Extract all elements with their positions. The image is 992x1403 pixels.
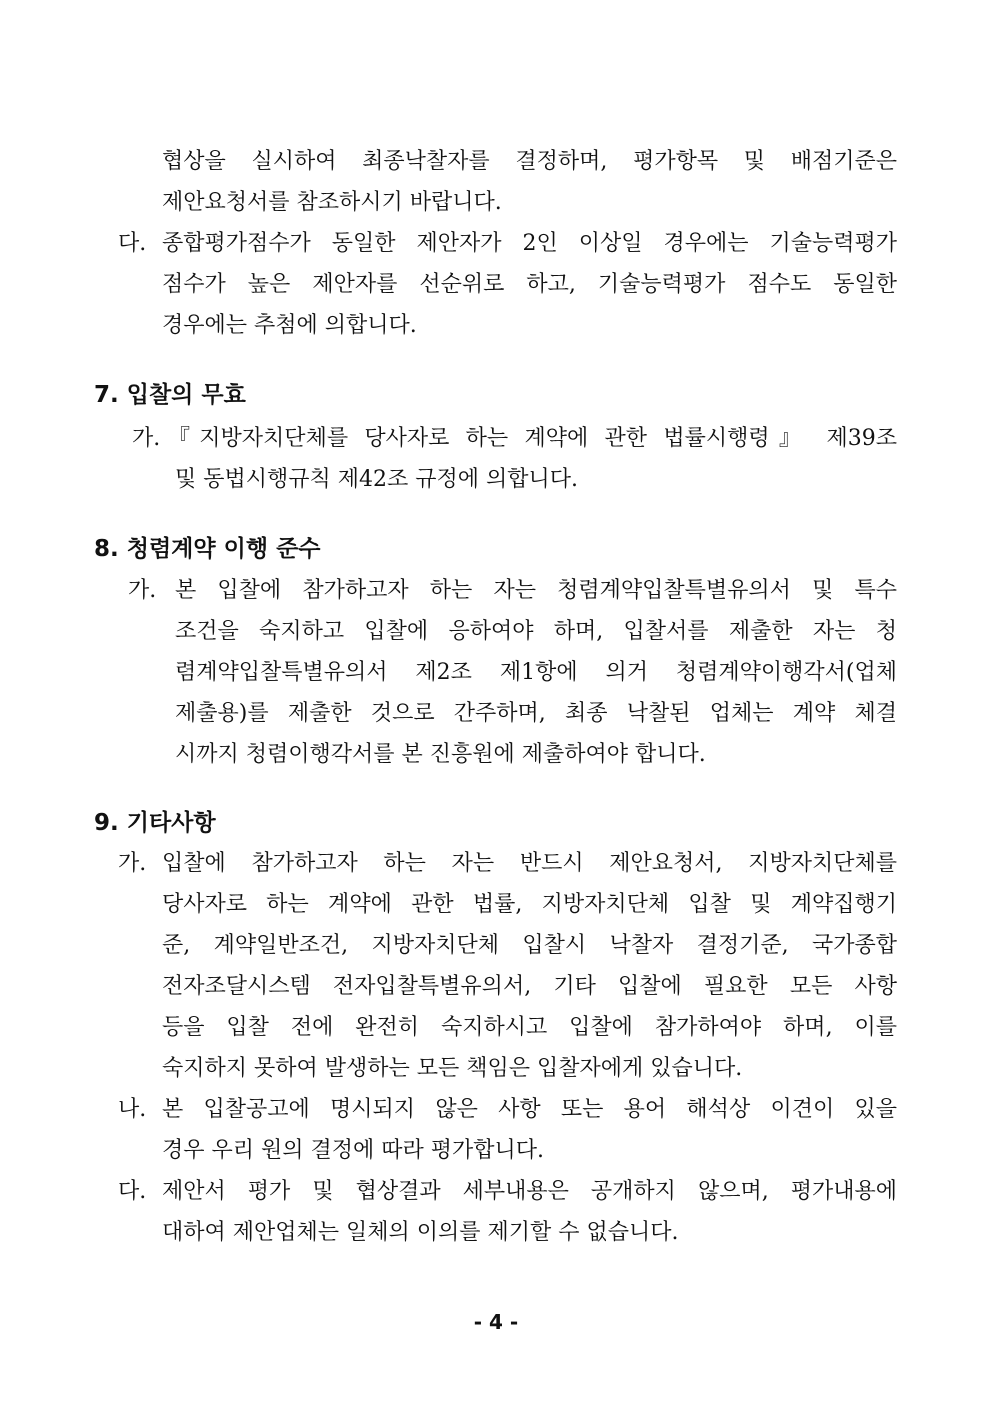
item-marker: 가.	[132, 426, 161, 451]
item-marker: 가.	[118, 851, 147, 876]
body-line: 준, 계약일반조건, 지방자치단체 입찰시 낙찰자 결정기준, 국가종합	[162, 933, 897, 958]
body-line: 당사자로 하는 계약에 관한 법률, 지방자치단체 입찰 및 계약집행기	[162, 892, 897, 917]
body-line: 본 입찰에 참가하고자 하는 자는 청렴계약입찰특별유의서 및 특수	[175, 578, 897, 603]
body-line: 시까지 청렴이행각서를 본 진흥원에 제출하여야 합니다.	[175, 742, 706, 767]
body-line: 전자조달시스템 전자입찰특별유의서, 기타 입찰에 필요한 모든 사항	[162, 974, 897, 999]
body-line: 및 동법시행규칙 제42조 규정에 의합니다.	[175, 467, 578, 492]
body-line: 대하여 제안업체는 일체의 이의를 제기할 수 없습니다.	[162, 1220, 679, 1245]
body-line: 제안서 평가 및 협상결과 세부내용은 공개하지 않으며, 평가내용에	[162, 1179, 897, 1204]
body-line: 경우 우리 원의 결정에 따라 평가합니다.	[162, 1138, 544, 1163]
item-marker: 다.	[118, 1179, 147, 1204]
body-line: 본 입찰공고에 명시되지 않은 사항 또는 용어 해석상 이견이 있을	[162, 1097, 897, 1122]
body-line: 렴계약입찰특별유의서 제2조 제1항에 의거 청렴계약이행각서(업체	[175, 660, 897, 685]
body-line: 제출용)를 제출한 것으로 간주하며, 최종 낙찰된 업체는 계약 체결	[175, 701, 897, 726]
body-line: 제안요청서를 참조하시기 바랍니다.	[162, 190, 502, 215]
body-line: 종합평가점수가 동일한 제안자가 2인 이상일 경우에는 기술능력평가	[162, 231, 897, 256]
body-line: 경우에는 추첨에 의합니다.	[162, 313, 417, 338]
body-line: 입찰에 참가하고자 하는 자는 반드시 제안요청서, 지방자치단체를	[162, 851, 897, 876]
body-line: 협상을 실시하여 최종낙찰자를 결정하며, 평가항목 및 배점기준은	[162, 149, 897, 174]
item-marker: 나.	[118, 1097, 147, 1122]
item-marker: 다.	[118, 231, 147, 256]
body-line: 등을 입찰 전에 완전히 숙지하시고 입찰에 참가하여야 하며, 이를	[162, 1015, 897, 1040]
body-line: 점수가 높은 제안자를 선순위로 하고, 기술능력평가 점수도 동일한	[162, 272, 897, 297]
page-number: - 4 -	[473, 1310, 519, 1334]
body-line: 조건을 숙지하고 입찰에 응하여야 하며, 입찰서를 제출한 자는 청	[175, 619, 897, 644]
body-line: 숙지하지 못하여 발생하는 모든 책임은 입찰자에게 있습니다.	[162, 1056, 743, 1081]
section-heading: 7. 입찰의 무효	[94, 382, 246, 408]
item-marker: 가.	[128, 578, 157, 603]
body-line: 『지방자치단체를 당사자로 하는 계약에 관한 법률시행령』 제39조	[168, 426, 897, 451]
section-heading: 8. 청렴계약 이행 준수	[94, 536, 321, 562]
section-heading: 9. 기타사항	[94, 810, 216, 836]
